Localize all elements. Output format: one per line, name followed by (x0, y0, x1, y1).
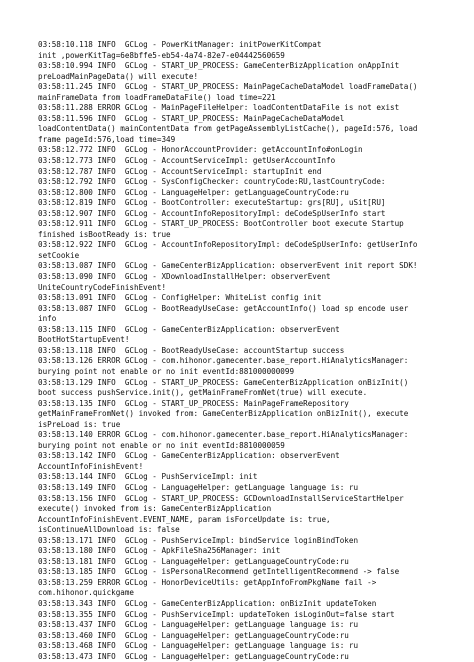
log-line: 03:58:12.792 INFO GCLog - SysConfigChecker: countryCode:RU,lastCountryCode: (38, 177, 386, 187)
log-line: 03:58:13.091 INFO GCLog - ConfigHelper: WhiteList config init (38, 293, 322, 303)
log-line: 03:58:13.181 INFO GCLog - LanguageHelper: getLanguageCountryCode:ru (38, 556, 349, 566)
log-line: isContinueAllDownload is: false (38, 525, 180, 535)
log-line: 03:58:13.140 ERROR GCLog - com.hihonor.gamecenter.base_report.HiAnalyticsManager: (38, 430, 409, 440)
log-line: 03:58:13.149 INFO GCLog - LanguageHelper: getLanguage language is: ru (38, 482, 359, 492)
log-line: 03:58:13.156 INFO GCLog - START_UP_PROCESS: GCDownloadInstallServiceStartHelper (38, 493, 404, 503)
log-line: 03:58:12.911 INFO GCLog - START_UP_PROCESS: BootController boot execute Startup (38, 219, 404, 229)
log-line: 03:58:13.259 ERROR GCLog - HonorDeviceUtils: getAppInfoFromPkgName fail -> (38, 577, 377, 587)
log-line: 03:58:13.185 INFO GCLog - isPersonalRecommend getIntelligentRecommend -> false (38, 567, 400, 577)
log-text-block (38, 40, 458, 662)
log-line: frame pageId:576,load time=349 (38, 134, 176, 144)
log-line: 03:58:13.142 INFO GCLog - GameCenterBizApplication: observerEvent (38, 451, 340, 461)
log-line: setCookie (38, 250, 80, 260)
log-line: execute() invoked from is: GameCenterBizApplication (38, 504, 272, 514)
log-line: 03:58:11.288 ERROR GCLog - MainPageFileHelper: loadContentDataFile is not exist (38, 103, 400, 113)
log-line: 03:58:10.118 INFO GCLog - PowerKitManager: initPowerKitCompat (38, 40, 322, 49)
log-line: 03:58:13.144 INFO GCLog - PushServiceImpl: init (38, 472, 258, 482)
log-line: 03:58:12.922 INFO GCLog - AccountInfoRepositoryImpl: deCodeSpUserInfo: getUserInfo (38, 240, 418, 250)
log-line: boot success pushService.init(), getMainFrameFromNet(true) will execute. (38, 388, 368, 398)
log-line: 03:58:12.800 INFO GCLog - LanguageHelper: getLanguageCountryCode:ru (38, 187, 349, 197)
log-line: 03:58:12.773 INFO GCLog - AccountServiceImpl: getUserAccountInfo (38, 156, 336, 166)
log-line: loadContentData() mainContentData from getPageAssemblyListCache(), pageId:576, load (38, 124, 418, 134)
log-line: 03:58:12.819 INFO GCLog - BootController: executeStartup: grs[RU], uSit[RU] (38, 198, 386, 208)
log-line: 03:58:12.907 INFO GCLog - AccountInfoRepositoryImpl: deCodeSpUserInfo start (38, 208, 386, 218)
log-line: init ,powerKitTag=6e8bffe5-eb54-4a74-82e7-e04442560659 (38, 50, 285, 60)
log-line: 03:58:13.343 INFO GCLog - GameCenterBizApplication: onBizInit updateToken (38, 598, 377, 608)
log-line: 03:58:13.171 INFO GCLog - PushServiceImpl: bindService loginBindToken (38, 535, 359, 545)
log-line: 03:58:13.355 INFO GCLog - PushServiceImpl: updateToken isLoginOut=false start (38, 609, 395, 619)
log-line: 03:58:12.787 INFO GCLog - AccountServiceImpl: startupInit end (38, 166, 322, 176)
log-line: 03:58:13.437 INFO GCLog - LanguageHelper: getLanguage language is: ru (38, 620, 359, 630)
log-line: com.hihonor.quickgame (38, 588, 135, 598)
log-line: 03:58:12.772 INFO GCLog - HonorAccountProvider: getAccountInfo#onLogin (38, 145, 363, 155)
log-line: 03:58:13.473 INFO GCLog - LanguageHelper: getLanguageCountryCode:ru (38, 651, 349, 661)
log-line: 03:58:13.180 INFO GCLog - ApkFileSha256Manager: init (38, 546, 281, 556)
log-line: isPreLoad is: true (38, 419, 121, 429)
log-line: 03:58:13.468 INFO GCLog - LanguageHelper: getLanguage language is: ru (38, 641, 359, 651)
log-line: 03:58:13.115 INFO GCLog - GameCenterBizApplication: observerEvent (38, 324, 340, 334)
log-line: 03:58:11.245 INFO GCLog - START_UP_PROCESS: MainPageCacheDataModel loadFrameData() (38, 82, 418, 92)
log-line: 03:58:13.129 INFO GCLog - START_UP_PROCESS: GameCenterBizApplication onBizInit() (38, 377, 409, 387)
log-line: BootHotStartupEvent! (38, 335, 130, 345)
log-line: getMainFrameFromNet() invoked from: GameCenterBizApplication onBizInit(), execute (38, 409, 409, 419)
log-line: finished isBootReady is: true (38, 229, 171, 239)
log-line: 03:58:13.118 INFO GCLog - BootReadyUseCase: accountStartup success (38, 345, 345, 355)
log-line: 03:58:13.090 INFO GCLog - XDownloadInstallHelper: observerEvent (38, 272, 331, 282)
log-line: 03:58:13.087 INFO GCLog - BootReadyUseCase: getAccountInfo() load sp encode user (38, 303, 409, 313)
log-line: AccountInfoFinishEvent! (38, 461, 144, 471)
log-line: burying point not enable or no init eventId:8810000059 (38, 440, 285, 450)
log-line: burying point not enable or no init eventId:881000000099 (38, 366, 295, 376)
log-line: 03:58:13.135 INFO GCLog - START_UP_PROCESS: MainPageFrameRepository (38, 398, 349, 408)
log-line: info (38, 314, 57, 324)
log-line: 03:58:11.596 INFO GCLog - START_UP_PROCESS: MainPageCacheDataModel (38, 113, 345, 123)
log-line: 03:58:13.087 INFO GCLog - GameCenterBizApplication: observerEvent init report SDK! (38, 261, 418, 271)
log-line: mainFrameData from loadFrameDataFile() load time=221 (38, 92, 276, 102)
log-line: preLoadMainPageData() will execute! (38, 71, 199, 81)
log-line: AccountInfoFinishEvent.EVENT_NAME, param isForceUpdate is: true, (38, 514, 331, 524)
log-line: UniteCountryCodeFinishEvent! (38, 282, 167, 292)
log-line: 03:58:13.460 INFO GCLog - LanguageHelper: getLanguageCountryCode:ru (38, 630, 349, 640)
log-line: 03:58:13.126 ERROR GCLog - com.hihonor.gamecenter.base_report.HiAnalyticsManager: (38, 356, 409, 366)
log-line: 03:58:10.994 INFO GCLog - START_UP_PROCESS: GameCenterBizApplication onAppInit (38, 61, 400, 71)
